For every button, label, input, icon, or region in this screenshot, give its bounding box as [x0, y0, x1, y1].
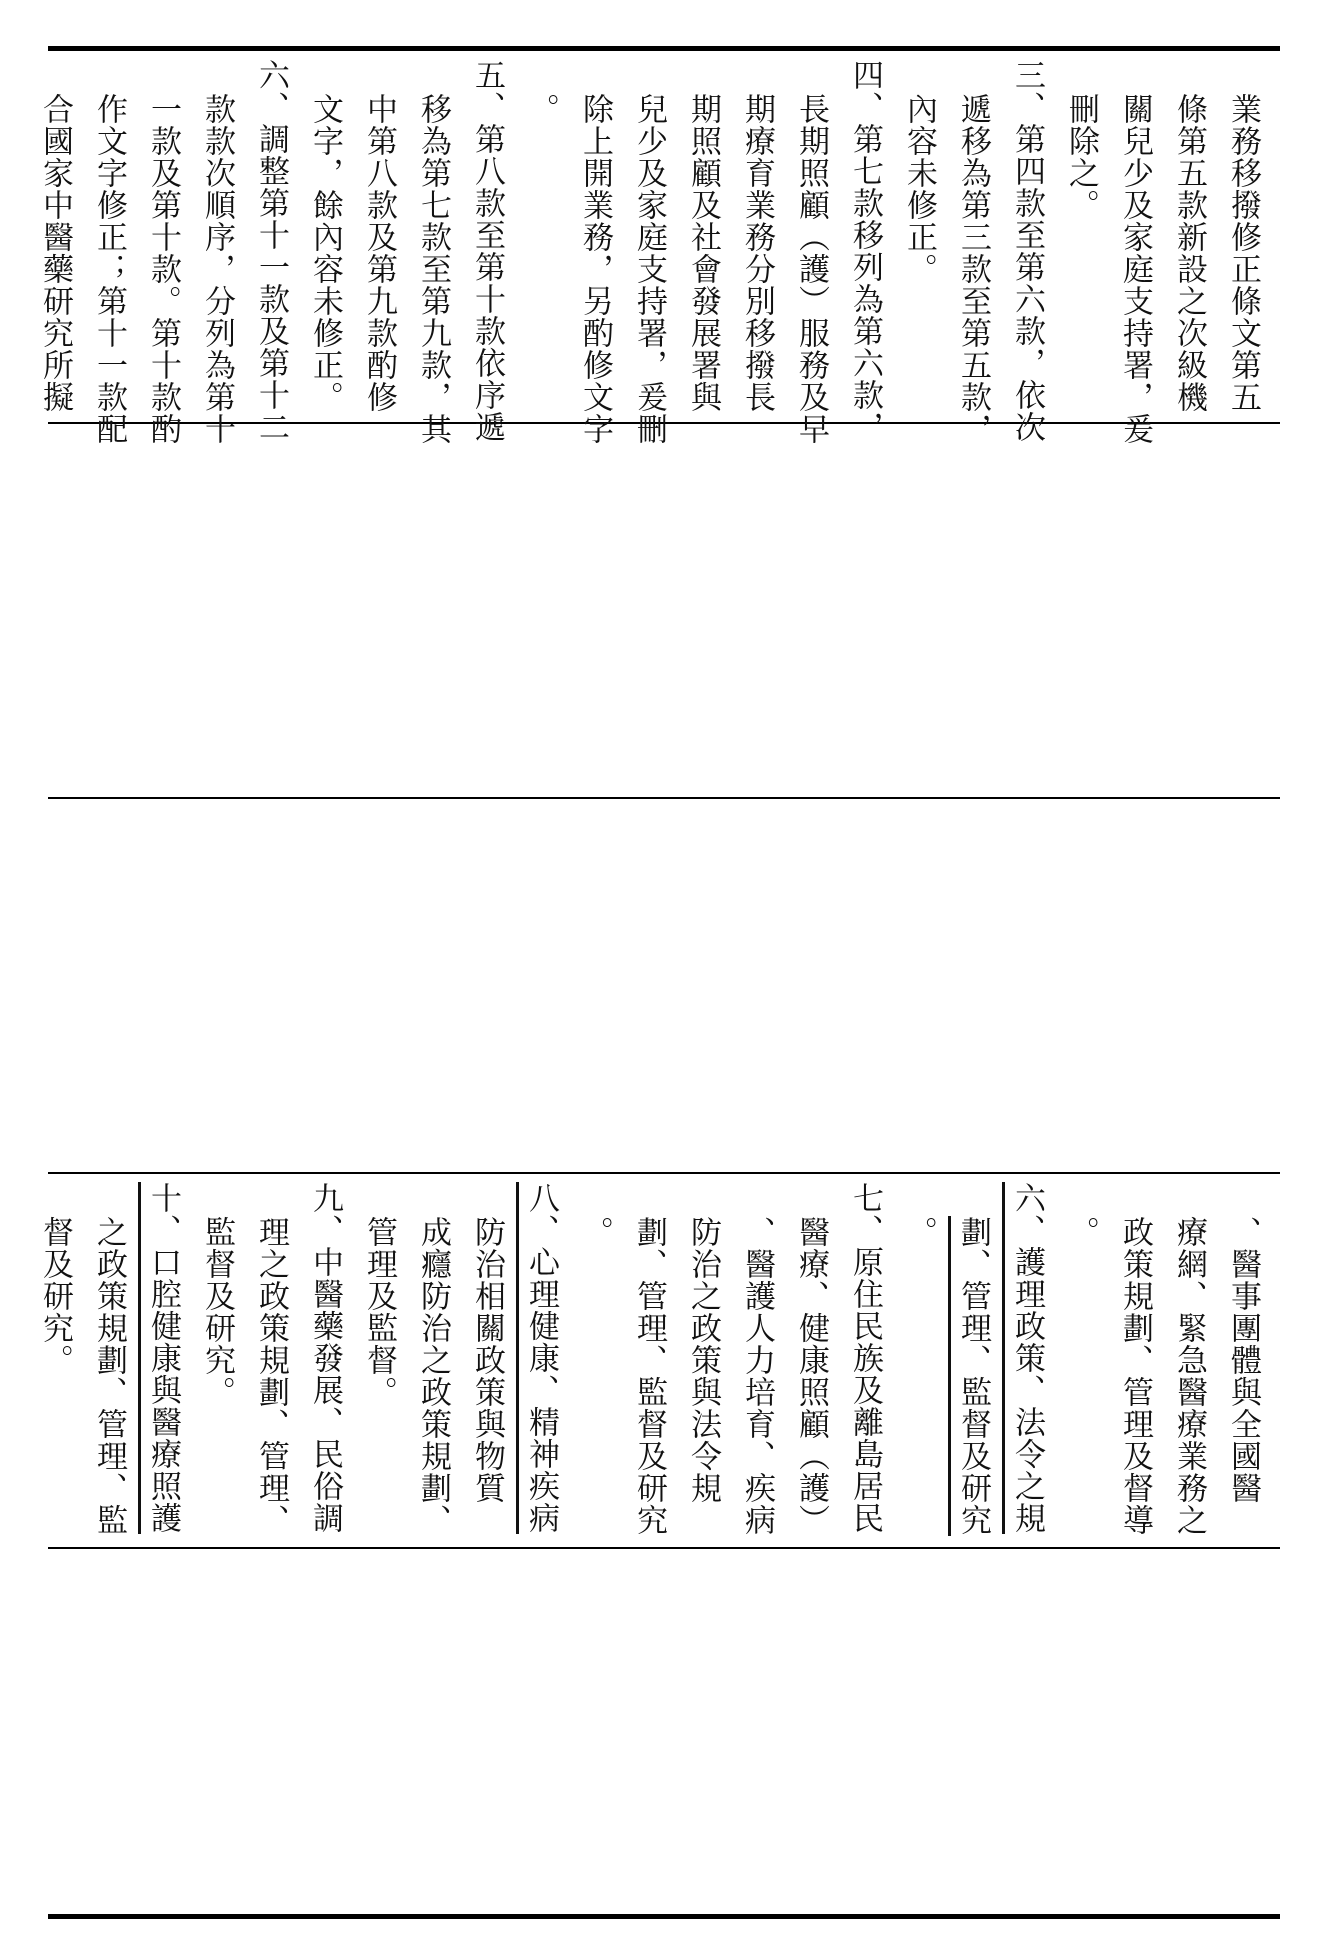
text-line: 業務移撥修正條文第五 — [1225, 93, 1261, 413]
text-line: 期療育業務分別移撥長 — [739, 93, 775, 413]
article-text-cell — [37, 1174, 1280, 1546]
text-line: 五、第八款至第十款依序遞 — [469, 59, 505, 443]
text-line: 合國家中醫藥研究所擬 — [37, 93, 73, 413]
text-line: 移為第七款至第九款，其 — [415, 93, 451, 445]
text-line: 理之政策規劃、管理、 — [253, 1216, 289, 1536]
text-line: 六、護理政策、法令之規 — [1009, 1182, 1045, 1534]
text-line: 。 — [523, 93, 559, 125]
article-text-column — [28, 1182, 1270, 1536]
text-line: 劃、管理、監督及研究 — [631, 1216, 667, 1536]
text-line: 七、原住民族及離島居民 — [847, 1182, 883, 1534]
empty-cell-1 — [48, 424, 1280, 796]
text-line: 六、調整第十一款及第十二 — [253, 59, 289, 443]
text-line: 管理及監督。 — [361, 1216, 397, 1408]
text-line: 三、第四款至第六款，依次 — [1009, 59, 1045, 443]
text-line: 期照顧及社會發展署與 — [685, 93, 721, 413]
text-line: 。 — [901, 1216, 937, 1248]
text-line: 一款及第十款。第十款酌 — [145, 93, 181, 445]
text-line: 遞移為第三款至第五款， — [955, 93, 991, 445]
explanation-text-column — [28, 59, 1270, 445]
text-line: 條第五款新設之次級機 — [1171, 93, 1207, 413]
text-line: 兒少及家庭支持署，爰刪 — [631, 93, 667, 445]
text-line: 八、心理健康、精神疾病 — [523, 1182, 559, 1534]
text-line: 之政策規劃、管理、監 — [91, 1216, 127, 1536]
text-line: 四、第七款移列為第六款， — [847, 59, 883, 443]
text-line: 醫療、健康照顧（護） — [793, 1216, 829, 1536]
text-line: 劃、管理、監督及研究 — [955, 1216, 991, 1536]
text-line: 長期照顧（護）服務及早 — [793, 93, 829, 445]
text-line: 、醫事團體與全國醫 — [1225, 1216, 1261, 1504]
text-line: 款款次順序，分列為第十 — [199, 93, 235, 445]
text-line: 、醫護人力培育、疾病 — [739, 1216, 775, 1536]
text-line: 督及研究。 — [37, 1216, 73, 1376]
text-line: 政策規劃、管理及督導 — [1117, 1216, 1153, 1536]
text-line: 療網、緊急醫療業務之 — [1171, 1216, 1207, 1536]
text-line: 關兒少及家庭支持署，爰 — [1117, 93, 1153, 445]
text-line: 作文字修正；第十一款配 — [91, 93, 127, 445]
text-line: 監督及研究。 — [199, 1216, 235, 1408]
text-line: 防治相關政策與物質 — [469, 1216, 505, 1504]
text-line: 除上開業務，另酌修文字 — [577, 93, 613, 445]
text-line: 刪除之。 — [1063, 93, 1099, 221]
text-line: 內容未修正。 — [901, 93, 937, 285]
text-line: 防治之政策與法令規 — [685, 1216, 721, 1504]
text-line: 九、中醫藥發展、民俗調 — [307, 1182, 343, 1534]
text-line: 。 — [577, 1216, 613, 1248]
empty-cell-2 — [48, 799, 1280, 1171]
text-line: 成癮防治之政策規劃、 — [415, 1216, 451, 1536]
text-line: 十、口腔健康與醫療照護 — [145, 1182, 181, 1534]
text-line: 中第八款及第九款酌修 — [361, 93, 397, 413]
text-line: 。 — [1063, 1216, 1099, 1248]
text-line: 文字，餘內容未修正。 — [307, 93, 343, 413]
explanation-cell — [37, 51, 1280, 445]
bottom-border-rule — [48, 1914, 1280, 1919]
empty-cell-3 — [48, 1549, 1280, 1913]
